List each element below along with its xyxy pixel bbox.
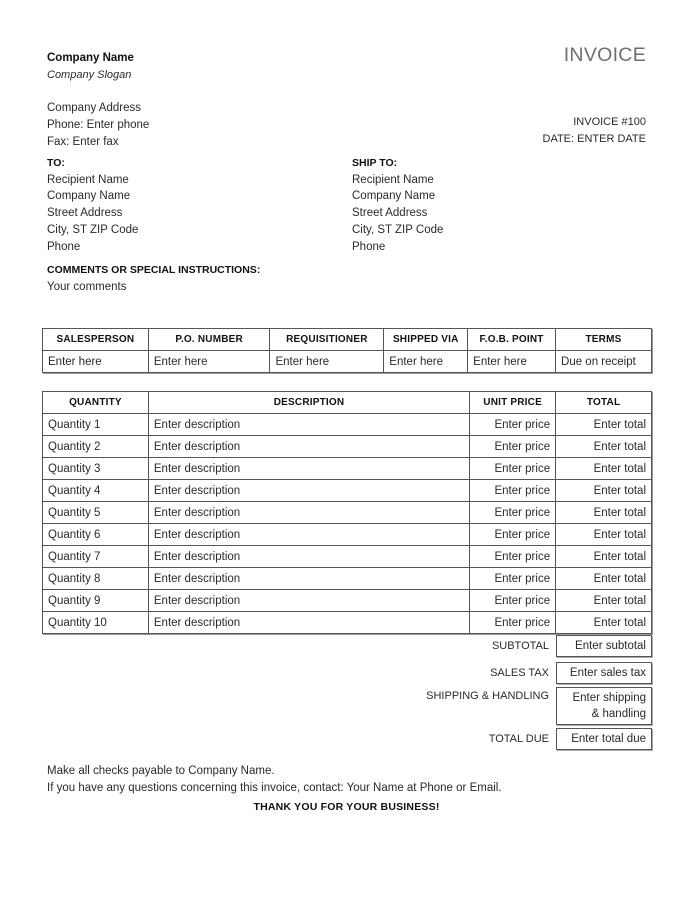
shipped-via-field[interactable]: Enter here [384,351,468,373]
quantity-cell[interactable]: Quantity 7 [43,546,149,568]
line-items-header-row [43,392,652,414]
quantity-cell[interactable]: Quantity 1 [43,414,149,436]
unit-price-cell[interactable]: Enter price [470,568,556,590]
description-cell[interactable]: Enter description [148,458,469,480]
company-phone[interactable]: Phone: Enter phone [47,119,150,132]
bill-to-block [47,155,138,255]
unit-price-cell[interactable]: Enter price [470,502,556,524]
unit-price-cell[interactable]: Enter price [470,524,556,546]
ship-to-street[interactable]: Street Address [352,207,428,220]
salesperson-field[interactable]: Enter here [43,351,149,373]
line-total-cell[interactable]: Enter total [556,502,652,524]
table-row [43,612,652,634]
company-slogan[interactable]: Company Slogan [47,68,132,81]
shipping-handling-label: SHIPPING & HANDLING [426,690,549,702]
shipping-handling-value-line2: & handling [591,708,646,720]
quantity-cell[interactable]: Quantity 3 [43,458,149,480]
bill-to-company[interactable]: Company Name [47,190,131,203]
invoice-date[interactable]: DATE: ENTER DATE [542,132,646,145]
description-cell[interactable]: Enter description [148,414,469,436]
bill-to-phone[interactable]: Phone [47,240,81,253]
description-cell[interactable]: Enter description [148,568,469,590]
header-salesperson: SALESPERSON [43,329,149,351]
subtotal-label: SUBTOTAL [491,640,549,652]
bill-to-recipient[interactable]: Recipient Name [47,173,129,186]
comments-field[interactable]: Your comments [47,280,127,293]
shipping-handling-row [400,687,652,725]
footer-notes [47,763,502,796]
invoice-meta [543,114,647,147]
subtotal-row [400,635,652,657]
company-info [47,50,149,151]
unit-price-cell[interactable]: Enter price [470,612,556,634]
table-row [43,568,652,590]
company-name[interactable]: Company Name [47,52,134,64]
po-number-field[interactable]: Enter here [148,351,270,373]
unit-price-cell[interactable]: Enter price [470,436,556,458]
sales-tax-label: SALES TAX [490,667,549,679]
table-row [43,546,652,568]
order-info-table [42,328,652,373]
requisitioner-field[interactable]: Enter here [270,351,384,373]
unit-price-cell[interactable]: Enter price [470,546,556,568]
quantity-cell[interactable]: Quantity 6 [43,524,149,546]
line-total-cell[interactable]: Enter total [556,414,652,436]
sales-tax-field[interactable]: Enter sales tax [556,662,652,684]
table-row [43,590,652,612]
ship-to-block [352,155,443,255]
description-cell[interactable]: Enter description [148,612,469,634]
line-total-cell[interactable]: Enter total [556,546,652,568]
header-quantity: QUANTITY [43,392,149,414]
line-items-table [42,391,652,634]
bill-to-label: TO: [47,157,65,169]
header-shipped-via: SHIPPED VIA [384,329,468,351]
ship-to-company[interactable]: Company Name [352,190,436,203]
header-po-number: P.O. NUMBER [148,329,270,351]
contact-note: If you have any questions concerning this invoice, contact: Your Name at Phone or Email. [47,781,502,794]
header-terms: TERMS [556,329,652,351]
line-total-cell[interactable]: Enter total [556,480,652,502]
payable-note: Make all checks payable to Company Name. [47,765,275,777]
company-address[interactable]: Company Address [47,102,141,115]
line-total-cell[interactable]: Enter total [556,612,652,634]
fob-point-field[interactable]: Enter here [468,351,556,373]
description-cell[interactable]: Enter description [148,502,469,524]
description-cell[interactable]: Enter description [148,436,469,458]
total-due-field[interactable]: Enter total due [556,728,652,750]
comments-label: COMMENTS OR SPECIAL INSTRUCTIONS: [47,264,261,276]
line-total-cell[interactable]: Enter total [556,590,652,612]
table-row [43,436,652,458]
table-row [43,502,652,524]
ship-to-city[interactable]: City, ST ZIP Code [352,223,444,236]
sales-tax-row [400,662,652,684]
header-requisitioner: REQUISITIONER [270,329,384,351]
description-cell[interactable]: Enter description [148,590,469,612]
line-total-cell[interactable]: Enter total [556,458,652,480]
unit-price-cell[interactable]: Enter price [470,458,556,480]
terms-field[interactable]: Due on receipt [556,351,652,373]
unit-price-cell[interactable]: Enter price [470,414,556,436]
invoice-title: INVOICE [563,44,646,66]
comments-block [47,262,260,295]
line-total-cell[interactable]: Enter total [556,436,652,458]
bill-to-street[interactable]: Street Address [47,207,123,220]
table-row [43,414,652,436]
thank-you-message: THANK YOU FOR YOUR BUSINESS! [253,801,440,813]
table-row [43,480,652,502]
order-info-value-row [43,351,652,373]
ship-to-recipient[interactable]: Recipient Name [352,173,434,186]
description-cell[interactable]: Enter description [148,524,469,546]
quantity-cell[interactable]: Quantity 5 [43,502,149,524]
shipping-handling-field[interactable] [556,687,652,725]
ship-to-label: SHIP TO: [352,157,398,169]
total-due-label: TOTAL DUE [488,733,549,745]
quantity-cell[interactable]: Quantity 4 [43,480,149,502]
description-cell[interactable]: Enter description [148,480,469,502]
ship-to-phone[interactable]: Phone [352,240,386,253]
order-info-header-row [43,329,652,351]
company-fax[interactable]: Fax: Enter fax [47,135,119,148]
quantity-cell[interactable]: Quantity 9 [43,590,149,612]
line-total-cell[interactable]: Enter total [556,524,652,546]
quantity-cell[interactable]: Quantity 10 [43,612,149,634]
header-fob-point: F.O.B. POINT [468,329,556,351]
totals-block [400,635,652,750]
table-row [43,524,652,546]
unit-price-cell[interactable]: Enter price [470,590,556,612]
header-description: DESCRIPTION [148,392,469,414]
header-total: TOTAL [556,392,652,414]
line-total-cell[interactable]: Enter total [556,568,652,590]
description-cell[interactable]: Enter description [148,546,469,568]
quantity-cell[interactable]: Quantity 8 [43,568,149,590]
shipping-handling-value-line1: Enter shipping [572,692,646,704]
total-due-row [400,728,652,750]
table-row [43,458,652,480]
invoice-number[interactable]: INVOICE #100 [573,116,646,128]
subtotal-field[interactable]: Enter subtotal [556,635,652,657]
header-unit-price: UNIT PRICE [470,392,556,414]
unit-price-cell[interactable]: Enter price [470,480,556,502]
quantity-cell[interactable]: Quantity 2 [43,436,149,458]
bill-to-city[interactable]: City, ST ZIP Code [47,223,139,236]
